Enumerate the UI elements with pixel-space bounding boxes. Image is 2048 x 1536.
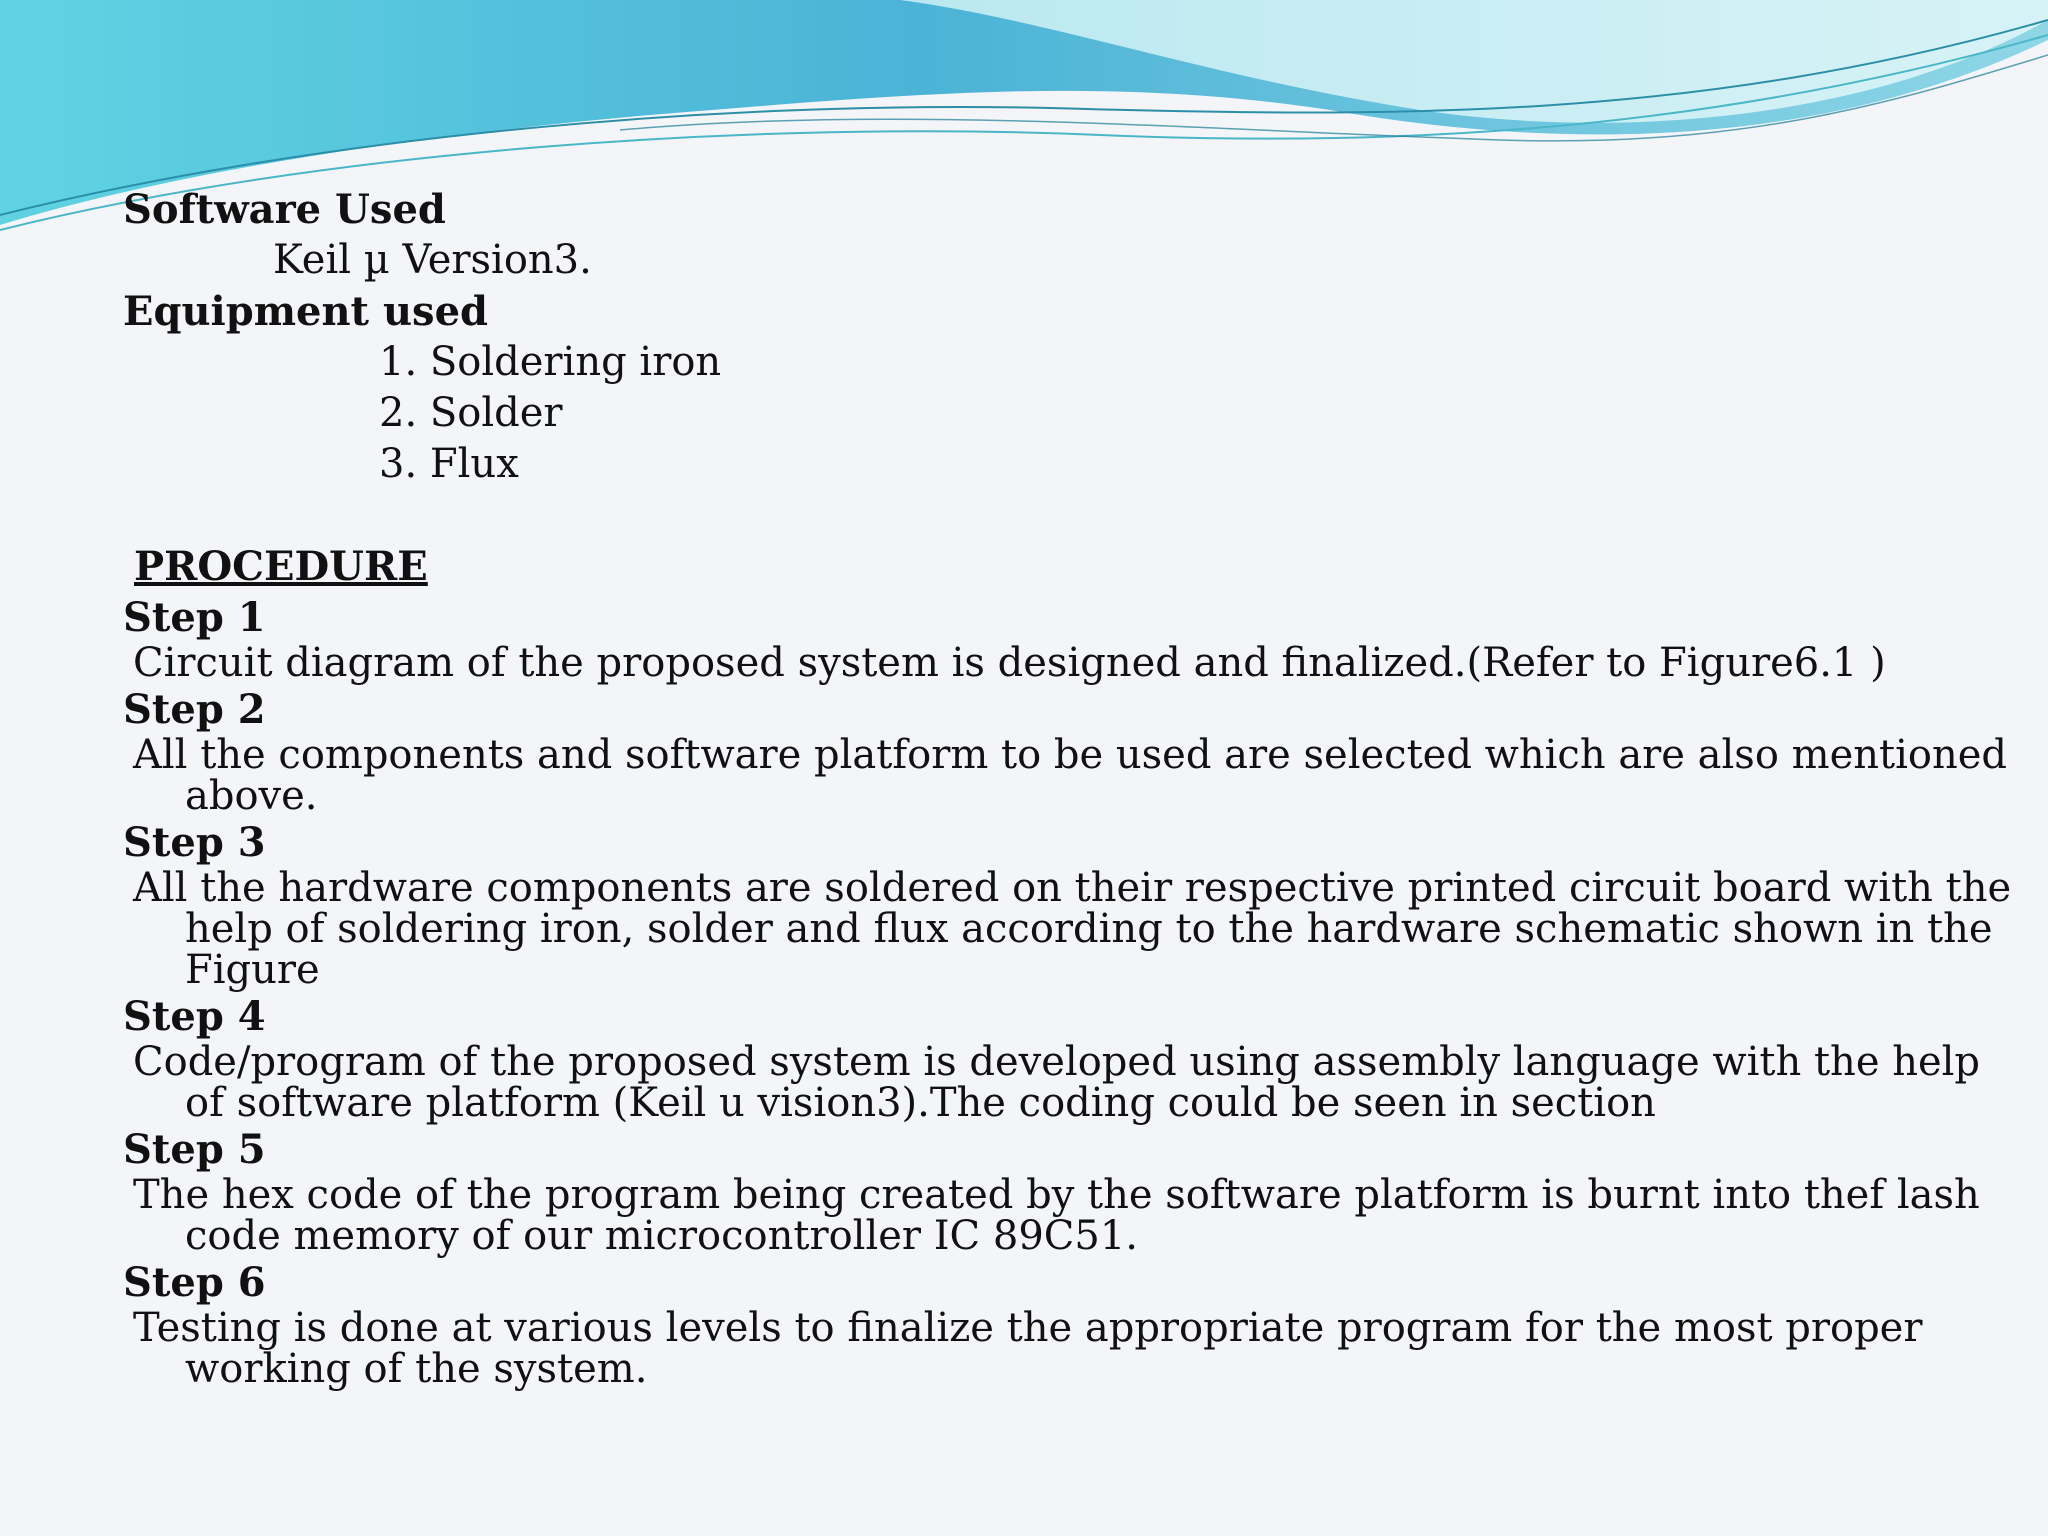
equipment-heading: Equipment used xyxy=(123,288,488,335)
step-heading: Step 4 xyxy=(123,993,266,1040)
step-text: Testing is done at various levels to finalize the appropriate program for the most proper working of the system. xyxy=(133,1305,1923,1392)
step-text: All the components and software platform to be used are selected which are also mentioned above. xyxy=(133,732,2007,819)
step-text: Code/program of the proposed system is developed using assembly language with the help of software platform (Keil u vision3).The coding could be seen in section xyxy=(133,1039,1981,1126)
step-text: The hex code of the program being created by the software platform is burnt into thef lash code memory of our microcontroller IC 89C51. xyxy=(133,1172,1980,1259)
step-heading: Step 2 xyxy=(123,686,266,733)
procedure-title: PROCEDURE xyxy=(134,543,428,590)
spacer xyxy=(123,490,1983,541)
step-text: All the hardware components are soldered on their respective printed circuit board with the help of soldering iron, solder and flux according to the hardware schematic shown in the Figure xyxy=(133,865,2012,993)
equipment-item: 2. Solder xyxy=(379,390,563,436)
step-heading: Step 6 xyxy=(123,1259,266,1306)
slide-content xyxy=(123,184,2012,1392)
software-item: Keil µ Version3. xyxy=(273,237,592,283)
equipment-item: 1. Soldering iron xyxy=(379,339,722,385)
equipment-item: 3. Flux xyxy=(379,441,519,487)
step-heading: Step 5 xyxy=(123,1126,266,1173)
step-text: Circuit diagram of the proposed system is designed and finalized.(Refer to Figure6.1 ) xyxy=(133,640,1886,686)
software-heading: Software Used xyxy=(123,186,446,233)
step-heading: Step 3 xyxy=(123,819,266,866)
step-heading: Step 1 xyxy=(123,594,266,641)
